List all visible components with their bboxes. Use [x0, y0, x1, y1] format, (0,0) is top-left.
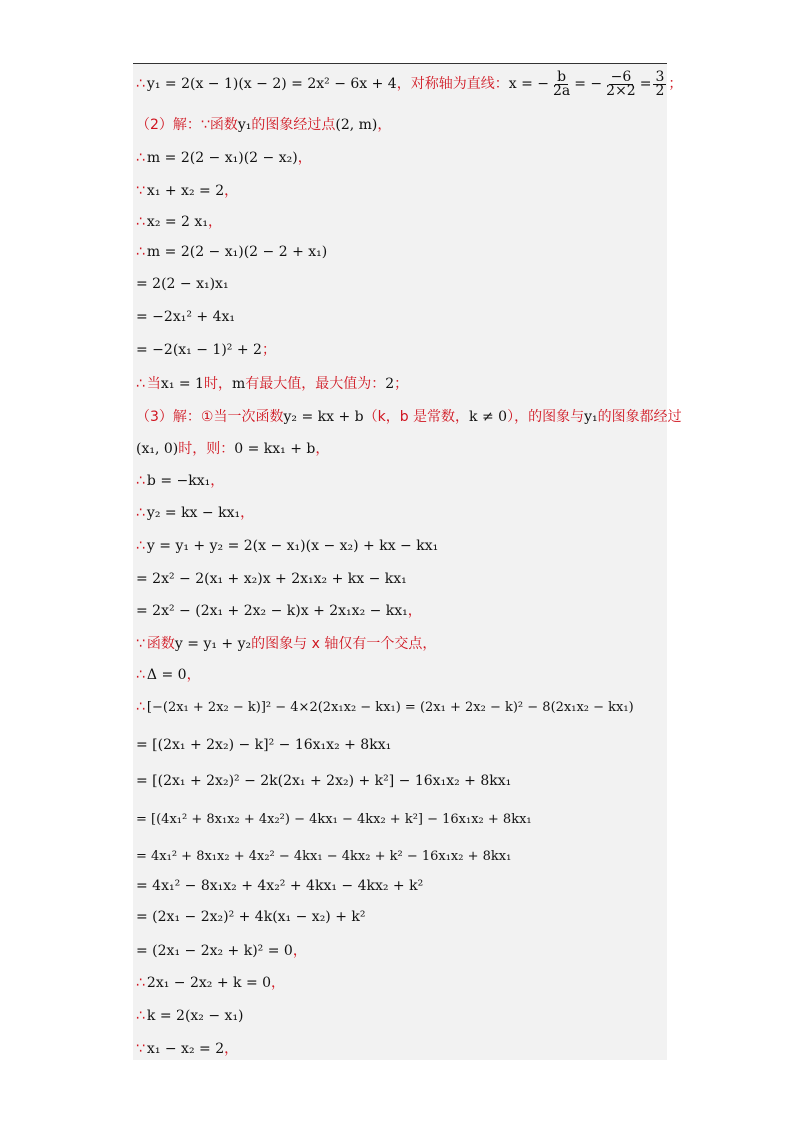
math-expression: = −	[574, 76, 603, 92]
solution-line	[136, 566, 665, 592]
solution-line	[136, 768, 665, 794]
math-expression: = −2(x₁ − 1)² + 2	[136, 342, 262, 358]
text-segment: （2）解：∵函数	[136, 117, 238, 133]
math-expression: x₁ + x₂ = 2	[146, 183, 225, 199]
solution-line	[136, 904, 665, 930]
text-segment: 函数	[146, 636, 175, 652]
punctuation: ，	[315, 441, 330, 457]
text-segment: 有最大值，最大值为：	[245, 376, 386, 392]
denominator: 2×2	[606, 82, 636, 99]
text-segment: ），的图象与	[507, 409, 585, 425]
therefore-symbol: ∴	[136, 699, 145, 715]
text-segment: 时，则：	[178, 441, 235, 457]
punctuation: ，	[297, 150, 312, 166]
solution-line	[136, 271, 665, 297]
therefore-symbol: ∴	[136, 76, 145, 92]
punctuation: ；	[394, 376, 409, 392]
math-expression: = (2x₁ − 2x₂ + k)² = 0	[136, 943, 293, 959]
solution-line	[136, 732, 665, 758]
therefore-symbol: ∴	[136, 214, 145, 230]
math-expression: y = y₁ + y₂	[174, 636, 252, 652]
punctuation: ，	[407, 603, 422, 619]
math-expression: b = −kx₁	[146, 473, 211, 489]
math-expression: 0 = kx₁ + b	[234, 441, 316, 457]
math-expression: y = y₁ + y₂ = 2(x − x₁)(x − x₂) + kx − kx₁	[146, 538, 439, 554]
therefore-symbol: ∴	[136, 667, 145, 683]
solution-line	[136, 662, 665, 688]
therefore-symbol: ∴	[136, 1008, 145, 1024]
solution-line	[136, 178, 665, 204]
math-expression: x₁ − x₂ = 2	[146, 1041, 225, 1057]
numerator: 3	[655, 68, 665, 85]
punctuation: ，	[186, 667, 201, 683]
punctuation: ，	[207, 214, 222, 230]
math-expression: y₂ = kx + b	[283, 409, 364, 425]
punctuation: ，	[224, 1041, 239, 1057]
therefore-symbol: ∴	[136, 376, 145, 392]
solution-line	[136, 68, 683, 99]
solution-line	[136, 145, 665, 171]
punctuation: ；	[261, 342, 276, 358]
solution-line	[136, 436, 665, 462]
math-expression: m = 2(2 − x₁)(2 − 2 + x₁)	[146, 244, 328, 260]
solution-line	[136, 1003, 665, 1029]
math-expression: k = 2(x₂ − x₁)	[146, 1008, 244, 1024]
math-expression: x₂ = 2 x₁	[146, 214, 208, 230]
math-expression: y₂ = kx − kx₁	[146, 505, 241, 521]
math-expression: = 2x² − 2(x₁ + x₂)x + 2x₁x₂ + kx − kx₁	[136, 571, 407, 587]
solution-line	[136, 371, 665, 397]
math-expression: = 4x₁² + 8x₁x₂ + 4x₂² − 4kx₁ − 4kx₂ + k² − 16x₁x₂ + 8kx₁	[136, 848, 512, 864]
therefore-symbol: ∴	[136, 244, 145, 260]
solution-line	[136, 500, 665, 526]
math-expression: y₁	[584, 409, 598, 425]
punctuation: ；	[668, 76, 683, 92]
math-expression: k ≠ 0	[469, 409, 508, 425]
solution-line	[136, 404, 682, 430]
text-segment: 时，	[203, 376, 232, 392]
solution-line	[136, 533, 665, 559]
punctuation: ，	[292, 943, 307, 959]
math-expression: 2	[385, 376, 395, 392]
solution-line	[136, 970, 665, 996]
text-segment: （3）解：①当一次函数	[136, 409, 284, 425]
solution-line	[136, 843, 665, 869]
fraction	[604, 68, 638, 99]
math-expression: Δ = 0	[146, 667, 187, 683]
solution-line	[136, 468, 665, 494]
punctuation: ，	[210, 473, 225, 489]
numerator: −6	[610, 68, 632, 85]
because-symbol: ∵	[136, 636, 145, 652]
math-expression: y₁ = 2(x − 1)(x − 2) = 2x² − 6x + 4	[146, 76, 397, 92]
therefore-symbol: ∴	[136, 505, 145, 521]
math-expression: = [(4x₁² + 8x₁x₂ + 4x₂²) − 4kx₁ − 4kx₂ + k²] − 16x₁x₂ + 8kx₁	[136, 811, 532, 827]
therefore-symbol: ∴	[136, 150, 145, 166]
math-expression: =	[639, 76, 652, 92]
solution-line	[136, 806, 665, 832]
fraction	[653, 68, 666, 99]
math-expression: [−(2x₁ + 2x₂ − k)]² − 4×2(2x₁x₂ − kx₁) = (2x₁ + 2x₂ − k)² − 8(2x₁x₂ − kx₁)	[146, 699, 634, 715]
solution-line	[136, 112, 665, 138]
numerator: b	[557, 68, 567, 85]
therefore-symbol: ∴	[136, 538, 145, 554]
therefore-symbol: ∴	[136, 975, 145, 991]
math-expression: (2, m)	[335, 117, 378, 133]
solution-line	[136, 694, 665, 720]
text-segment: （k，b 是常数，	[363, 409, 470, 425]
text-segment: 的图象都经过	[597, 409, 682, 425]
solution-line	[136, 304, 665, 330]
math-expression: = [(2x₁ + 2x₂) − k]² − 16x₁x₂ + 8kx₁	[136, 737, 392, 753]
math-expression: = 2x² − (2x₁ + 2x₂ − k)x + 2x₁x₂ − kx₁	[136, 603, 408, 619]
math-expression: = 4x₁² − 8x₁x₂ + 4x₂² + 4kx₁ − 4kx₂ + k²	[136, 878, 424, 894]
math-expression: m	[231, 376, 246, 392]
math-expression: x₁ = 1	[160, 376, 204, 392]
solution-line	[136, 337, 665, 363]
punctuation: ，	[377, 117, 392, 133]
text-segment: 当	[146, 376, 161, 392]
denominator: 2a	[552, 82, 571, 99]
text-segment: ，对称轴为直线：	[396, 76, 509, 92]
denominator: 2	[655, 82, 665, 99]
punctuation: ，	[271, 975, 286, 991]
math-expression: 2x₁ − 2x₂ + k = 0	[146, 975, 272, 991]
math-expression: x = −	[508, 76, 549, 92]
solution-line	[136, 631, 665, 657]
solution-line	[136, 1036, 665, 1062]
fraction	[551, 68, 572, 99]
solution-line	[136, 209, 665, 235]
text-segment: 的图象经过点	[251, 117, 336, 133]
because-symbol: ∵	[136, 1041, 145, 1057]
solution-line	[136, 938, 665, 964]
punctuation: ，	[240, 505, 255, 521]
math-expression: = (2x₁ − 2x₂)² + 4k(x₁ − x₂) + k²	[136, 909, 366, 925]
solution-line	[136, 239, 665, 265]
solution-line	[136, 873, 665, 899]
math-expression: (x₁, 0)	[136, 441, 179, 457]
math-expression: = −2x₁² + 4x₁	[136, 309, 235, 325]
punctuation: ，	[224, 183, 239, 199]
math-expression: m = 2(2 − x₁)(2 − x₂)	[146, 150, 298, 166]
math-expression: = 2(2 − x₁)x₁	[136, 276, 229, 292]
math-expression: = [(2x₁ + 2x₂)² − 2k(2x₁ + 2x₂) + k²] − 16x₁x₂ + 8kx₁	[136, 773, 512, 789]
therefore-symbol: ∴	[136, 473, 145, 489]
solution-line	[136, 598, 665, 624]
text-segment: 的图象与 x 轴仅有一个交点，	[251, 636, 437, 652]
because-symbol: ∵	[136, 183, 145, 199]
math-expression: y₁	[237, 117, 252, 133]
